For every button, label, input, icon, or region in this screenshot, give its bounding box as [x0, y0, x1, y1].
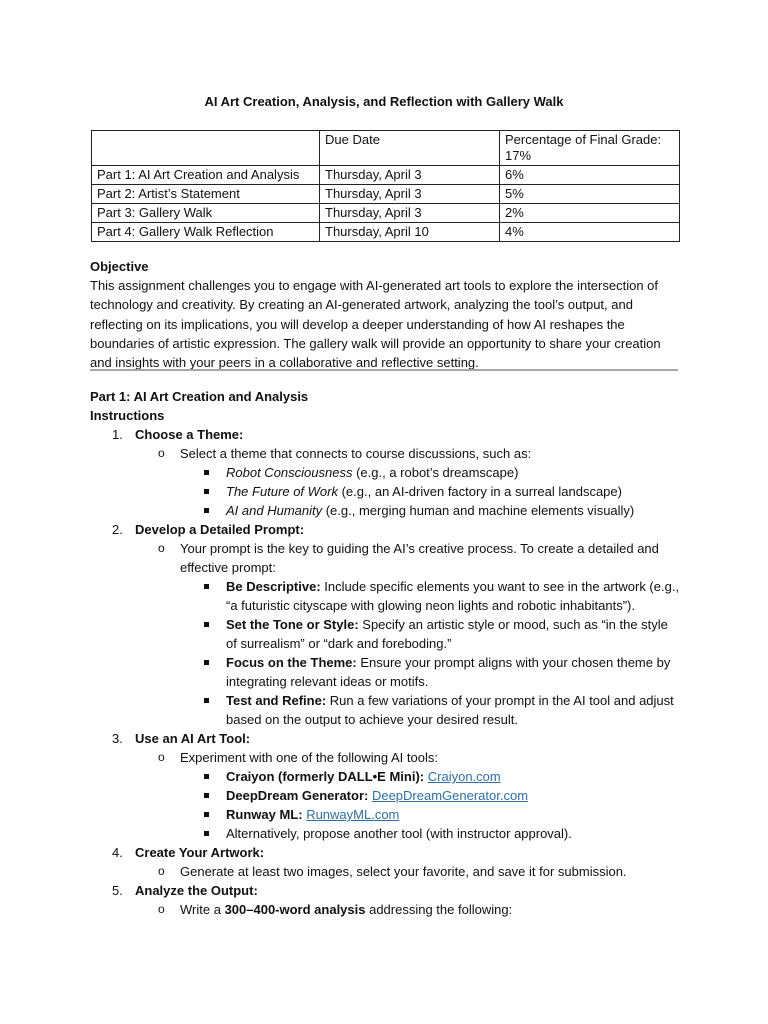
- step-analyze-output: [90, 881, 682, 919]
- tip-label: Test and Refine:: [226, 693, 327, 708]
- tool-name: Runway ML:: [226, 807, 303, 822]
- list-item: [90, 824, 682, 843]
- grade-table: [91, 130, 680, 242]
- table-cell: Thursday, April 10: [320, 223, 500, 242]
- analysis-length: 300–400-word analysis: [224, 902, 366, 917]
- theme-name: AI and Humanity: [226, 503, 323, 518]
- table-cell: 2%: [500, 204, 680, 223]
- table-cell: Thursday, April 3: [320, 166, 500, 185]
- sub-list: [135, 444, 682, 520]
- sub-list: [135, 539, 682, 729]
- alt-tool-text: Alternatively, propose another tool (with instructor approval).: [226, 826, 572, 841]
- list-item: [90, 577, 682, 615]
- tip-text: Include specific elements you want to see in the artwork (e.g., “a futuristic cityscape with glowing neon lights and robotic inhabitants”).: [226, 579, 680, 613]
- list-item-text: Generate at least two images, select your favorite, and save it for submission.: [180, 864, 627, 879]
- instructions-heading: Instructions: [90, 408, 165, 423]
- theme-name: The Future of Work: [226, 484, 338, 499]
- table-header-row: [92, 131, 680, 166]
- list-item: [90, 691, 682, 729]
- theme-example: (e.g., merging human and machine elements visually): [322, 503, 635, 518]
- list-item: [90, 463, 682, 482]
- table-row: [92, 204, 680, 223]
- step-number: 4.: [112, 845, 123, 860]
- prompt-tips-list: [180, 577, 682, 729]
- analysis-pre: Write a: [180, 902, 225, 917]
- step-number: 2.: [112, 522, 123, 537]
- deepdream-link[interactable]: DeepDreamGenerator.com: [371, 788, 529, 803]
- part1-section: [90, 387, 682, 919]
- tip-label: Be Descriptive:: [226, 579, 321, 594]
- part1-heading: Part 1: AI Art Creation and Analysis: [90, 389, 309, 404]
- list-item: [90, 900, 682, 919]
- table-row: [92, 185, 680, 204]
- craiyon-link[interactable]: Craiyon.com: [427, 769, 501, 784]
- tip-text: Run a few variations of your prompt in the AI tool and adjust based on the output to achieve your desired result.: [226, 693, 674, 727]
- step-title: Create Your Artwork:: [135, 845, 265, 860]
- tools-list: [180, 767, 682, 843]
- table-cell: Part 4: Gallery Walk Reflection: [92, 223, 320, 242]
- table-header-cell: Due Date: [320, 131, 500, 166]
- table-cell: Thursday, April 3: [320, 185, 500, 204]
- theme-example: (e.g., a robot’s dreamscape): [352, 465, 519, 480]
- instruction-steps: [90, 425, 682, 919]
- table-cell: 5%: [500, 185, 680, 204]
- list-item: [90, 786, 682, 805]
- table-cell: Thursday, April 3: [320, 204, 500, 223]
- tool-name: DeepDream Generator:: [226, 788, 369, 803]
- list-item: [90, 805, 682, 824]
- sub-list: [135, 862, 682, 881]
- table-header-cell: [92, 131, 320, 166]
- step-title: Use an AI Art Tool:: [135, 731, 251, 746]
- document-title: AI Art Creation, Analysis, and Reflection with Gallery Walk: [204, 94, 564, 109]
- list-item-text: Experiment with one of the following AI tools:: [180, 750, 438, 765]
- list-item: [90, 748, 682, 843]
- tip-text: Ensure your prompt aligns with your chosen theme by integrating relevant ideas or motifs.: [226, 655, 671, 689]
- tip-label: Set the Tone or Style:: [226, 617, 359, 632]
- list-item: [90, 862, 682, 881]
- step-title: Choose a Theme:: [135, 427, 244, 442]
- analysis-post: addressing the following:: [365, 902, 513, 917]
- theme-example: (e.g., an AI-driven factory in a surreal landscape): [337, 484, 622, 499]
- section-divider: [90, 369, 678, 371]
- step-number: 3.: [112, 731, 123, 746]
- objective-section: [90, 257, 682, 372]
- list-item: [90, 615, 682, 653]
- step-number: 1.: [112, 427, 123, 442]
- list-item: [90, 501, 682, 520]
- step-develop-prompt: [90, 520, 682, 729]
- table-cell: Part 2: Artist’s Statement: [92, 185, 320, 204]
- list-item-text: Your prompt is the key to guiding the AI’s creative process. To create a detailed and effective prompt:: [180, 541, 659, 575]
- theme-name: Robot Consciousness: [226, 465, 353, 480]
- objective-text: This assignment challenges you to engage with AI-generated art tools to explore the intersection of technology and creativity. By creating an AI-generated artwork, analyzing the tool’s output, and reflecting on its implications, you will develop a deeper understanding of how AI reshapes the boundaries of artistic expression. The gallery walk will provide an opportunity to share your creation and insights with your peers in a collaborative and reflective setting.: [90, 278, 661, 371]
- sub-list: [135, 748, 682, 843]
- list-item: [90, 653, 682, 691]
- tip-label: Focus on the Theme:: [226, 655, 357, 670]
- tip-text: Specify an artistic style or mood, such as “in the style of surrealism” or “dark and foreboding.”: [226, 617, 668, 651]
- list-item: [90, 767, 682, 786]
- table-row: [92, 166, 680, 185]
- list-item: [90, 482, 682, 501]
- objective-heading: Objective: [90, 259, 149, 274]
- table-row: [92, 223, 680, 242]
- table-cell: Part 1: AI Art Creation and Analysis: [92, 166, 320, 185]
- step-title: Analyze the Output:: [135, 883, 258, 898]
- step-choose-theme: [90, 425, 682, 520]
- sub-list: [135, 900, 682, 919]
- step-use-tool: [90, 729, 682, 843]
- runwayml-link[interactable]: RunwayML.com: [306, 807, 400, 822]
- step-create-artwork: [90, 843, 682, 881]
- step-number: 5.: [112, 883, 123, 898]
- tool-name: Craiyon (formerly DALL•E Mini):: [226, 769, 425, 784]
- table-header-cell: Percentage of Final Grade: 17%: [500, 131, 680, 166]
- table-cell: 6%: [500, 166, 680, 185]
- table-cell: Part 3: Gallery Walk: [92, 204, 320, 223]
- list-item-text: Select a theme that connects to course discussions, such as:: [180, 446, 532, 461]
- list-item: [90, 539, 682, 729]
- step-title: Develop a Detailed Prompt:: [135, 522, 305, 537]
- table-cell: 4%: [500, 223, 680, 242]
- list-item: [90, 444, 682, 520]
- theme-list: [180, 463, 682, 520]
